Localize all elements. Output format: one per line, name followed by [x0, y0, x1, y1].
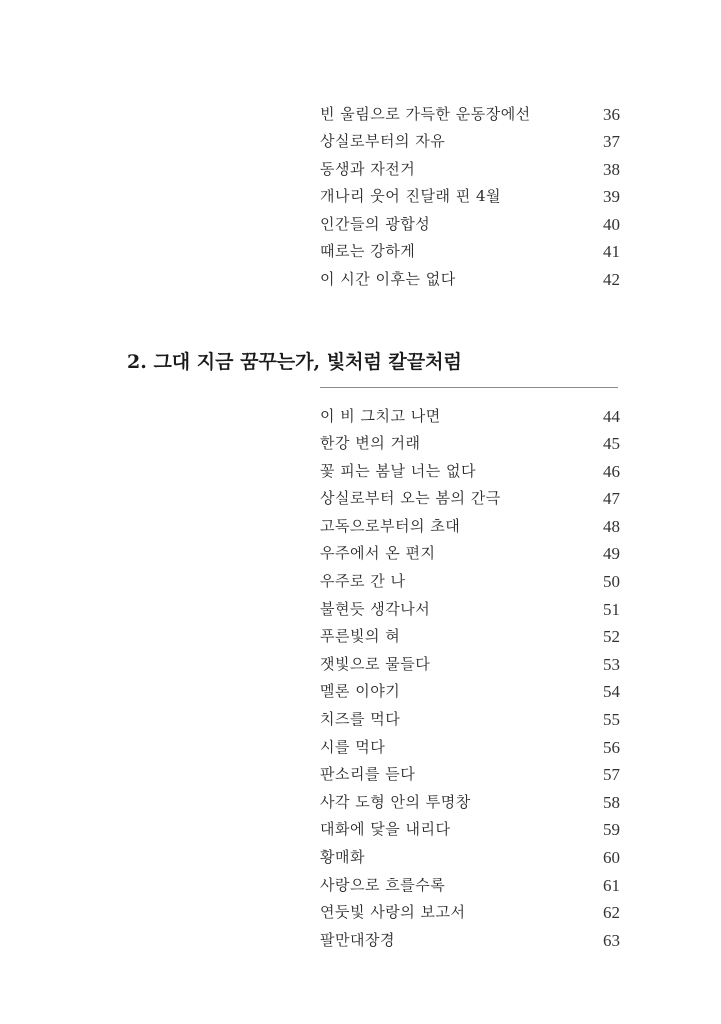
- toc-entry-page-number: 49: [603, 544, 620, 564]
- toc-entry-title: 잿빛으로 물들다: [320, 654, 431, 673]
- toc-entry: [320, 761, 620, 789]
- toc-entry-page-number: 37: [603, 132, 620, 152]
- toc-entry-page-number: 38: [603, 159, 620, 179]
- toc-entry-page-number: 57: [603, 765, 620, 785]
- toc-entry-title: 동생과 자전거: [320, 159, 416, 178]
- toc-entry: [320, 872, 620, 900]
- toc-entry-title: 이 시간 이후는 없다: [320, 270, 456, 289]
- toc-entry-page-number: 58: [603, 792, 620, 812]
- toc-entry-page-number: 56: [603, 737, 620, 757]
- toc-entry-page-number: 36: [603, 104, 620, 124]
- toc-entry: [320, 430, 620, 458]
- toc-entry: [320, 403, 620, 431]
- toc-entry-page-number: 39: [603, 187, 620, 207]
- toc-entry-page-number: 53: [603, 654, 620, 674]
- toc-entry-title: 우주로 간 나: [320, 572, 406, 591]
- toc-entry-page-number: 46: [603, 461, 620, 481]
- toc-entry-page-number: 60: [603, 848, 620, 867]
- toc-entry-page-number: 62: [603, 903, 620, 923]
- toc-entry-title: 이 비 그치고 나면: [320, 406, 441, 425]
- toc-entry-title: 대화에 닻을 내리다: [320, 820, 451, 839]
- toc-entry: [320, 734, 620, 762]
- toc-entry: [320, 458, 620, 486]
- toc-entry-title: 고독으로부터의 초대: [320, 516, 461, 535]
- toc-entry-title: 개나리 웃어 진달래 핀 4월: [320, 187, 502, 206]
- toc-entry-title: 빈 울림으로 가득한 운동장에선: [320, 104, 531, 123]
- toc-entry-page-number: 61: [603, 875, 620, 895]
- toc-entry-title: 불현듯 생각나서: [320, 599, 431, 618]
- toc-entry: [320, 623, 620, 651]
- toc-entry-page-number: 41: [603, 242, 620, 262]
- toc-entry: [320, 211, 620, 239]
- toc-entry-page-number: 45: [603, 434, 620, 454]
- toc-entry: [320, 651, 620, 679]
- toc-entry-page-number: 42: [603, 270, 620, 290]
- toc-entry: [320, 844, 620, 872]
- toc-entry: [320, 899, 620, 927]
- toc-entry-page-number: 55: [603, 710, 620, 730]
- toc-entry-title: 판소리를 듣다: [320, 765, 416, 784]
- toc-entry-title: 황매화: [320, 848, 365, 866]
- toc-entry: [320, 266, 620, 294]
- toc-entry-title: 치즈를 먹다: [320, 710, 401, 729]
- toc-entry-page-number: 63: [603, 930, 620, 950]
- toc-entry-title: 연둣빛 사랑의 보고서: [320, 903, 466, 922]
- toc-entry-title: 인간들의 광합성: [320, 214, 431, 233]
- toc-entry: [320, 485, 620, 513]
- toc-entry-title: 우주에서 온 편지: [320, 544, 436, 563]
- toc-entry-page-number: 51: [603, 599, 620, 619]
- toc-list-previous-section: [320, 101, 620, 294]
- chapter-divider-rule: [320, 387, 618, 388]
- toc-entry-page-number: 47: [603, 489, 620, 509]
- toc-entry: [320, 816, 620, 844]
- toc-entry: [320, 128, 620, 156]
- toc-entry-page-number: 40: [603, 214, 620, 234]
- toc-entry-page-number: 54: [603, 682, 620, 702]
- toc-entry-title: 멜론 이야기: [320, 682, 401, 701]
- toc-entry: [320, 568, 620, 596]
- toc-entry-title: 꽃 피는 봄날 너는 없다: [320, 461, 476, 480]
- toc-entry: [320, 789, 620, 817]
- toc-entry: [320, 238, 620, 266]
- toc-entry-title: 사각 도형 안의 투명창: [320, 792, 471, 811]
- toc-entry-title: 상실로부터의 자유: [320, 132, 446, 151]
- toc-list-chapter-2: [320, 403, 620, 955]
- toc-entry-title: 상실로부터 오는 봄의 간극: [320, 489, 501, 508]
- toc-entry: [320, 540, 620, 568]
- toc-entry-page-number: 48: [603, 516, 620, 536]
- toc-entry-title: 팔만대장경: [320, 930, 395, 949]
- chapter-2-heading: 2. 그대 지금 꿈꾸는가, 빛처럼 칼끝처럼: [127, 351, 462, 373]
- toc-entry: [320, 927, 620, 955]
- toc-entry: [320, 183, 620, 211]
- toc-entry-title: 한강 변의 거래: [320, 434, 421, 453]
- toc-entry-page-number: 44: [603, 406, 620, 426]
- toc-entry: [320, 101, 620, 129]
- toc-entry: [320, 156, 620, 184]
- toc-entry-title: 사랑으로 흐를수록: [320, 875, 446, 894]
- toc-entry: [320, 513, 620, 541]
- toc-entry-title: 때로는 강하게: [320, 242, 416, 261]
- toc-entry: [320, 596, 620, 624]
- toc-entry-page-number: 59: [603, 820, 620, 840]
- toc-entry-page-number: 52: [603, 627, 620, 647]
- toc-entry-title: 푸른빛의 혀: [320, 627, 401, 646]
- toc-entry: [320, 678, 620, 706]
- toc-entry: [320, 706, 620, 734]
- toc-entry-title: 시를 먹다: [320, 737, 386, 756]
- toc-entry-page-number: 50: [603, 572, 620, 592]
